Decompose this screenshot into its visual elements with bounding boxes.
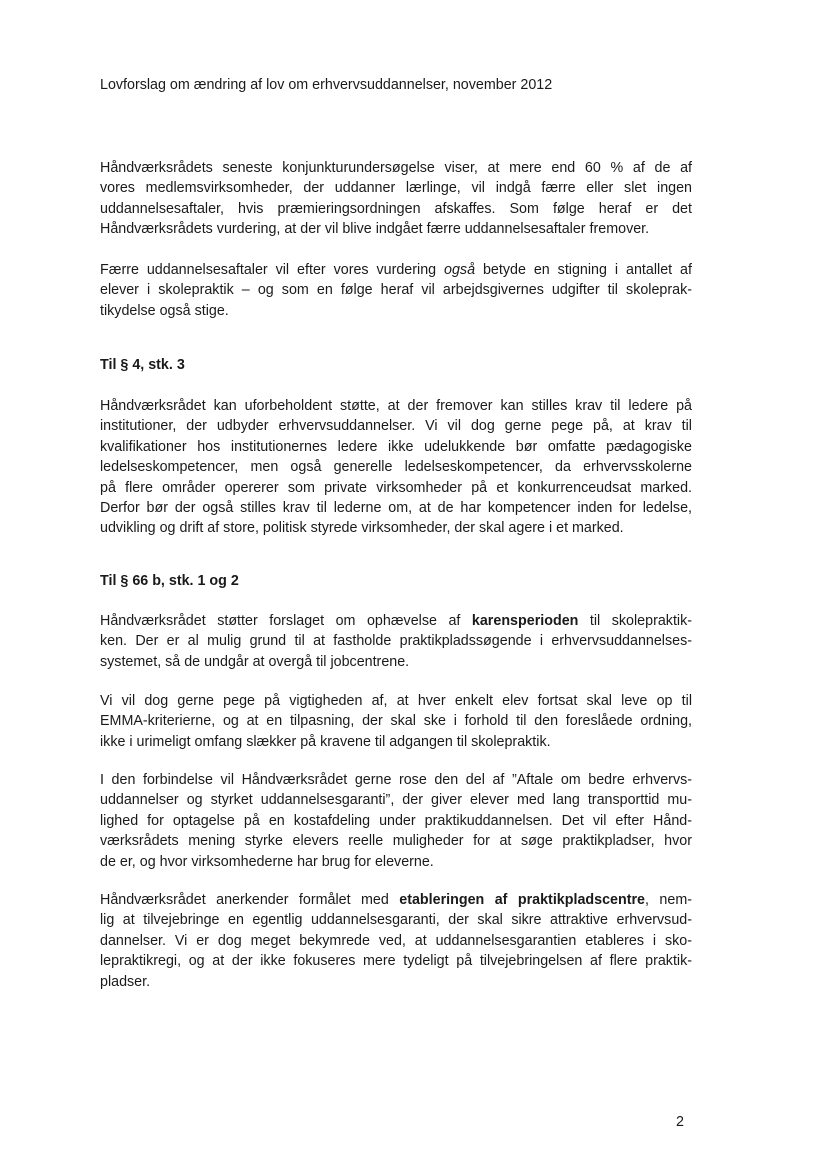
text-line: [100, 498, 692, 518]
text-line: [100, 831, 692, 851]
text-segment: elever i skolepraktik – og som en følge heraf vil arbejdsgivernes udgifter til skoleprak-: [100, 282, 692, 299]
italic-term: også: [444, 262, 476, 278]
text-line: [100, 972, 692, 992]
text-line: [100, 437, 692, 457]
text-segment: EMMA-kriterierne, og at en tilpasning, der skal ske i forhold til den foreslåede ordning,: [100, 713, 692, 730]
text-line: [100, 910, 692, 930]
text-line: [100, 691, 692, 711]
text-segment: Derfor bør der også stilles krav til lederne om, at de har kompetencer inden for ledelse,: [100, 500, 692, 517]
text-segment: uddannelser og styrket uddannelsesgaranti”, der giver elever med lang transporttid mu-: [100, 792, 692, 809]
text-line: [100, 770, 692, 790]
text-segment: uddannelsesaftaler, hvis præmieringsordningen afskaffes. Som følge heraf er det: [100, 200, 692, 217]
text-segment: vores medlemsvirksomheder, der uddanner lærlinge, vil indgå færre eller slet ingen: [100, 180, 692, 197]
text-line: [100, 811, 692, 831]
section-heading-par66b: Til § 66 b, stk. 1 og 2: [100, 573, 239, 589]
bold-term: karensperioden: [471, 613, 579, 629]
page-number: 2: [676, 1114, 684, 1130]
paragraph-survey-results: [100, 158, 692, 240]
text-segment: de er, og hvor virksomhederne har brug for eleverne.: [100, 853, 434, 870]
paragraph-fewer-agreements: [100, 260, 692, 321]
text-segment: Håndværksrådets seneste konjunkturundersøgelse viser, at mere end 60 % af de af: [100, 160, 692, 176]
text-line: [100, 178, 692, 198]
text-line: [100, 852, 692, 872]
paragraph-emma-criteria: [100, 691, 692, 752]
text-line: [100, 260, 692, 280]
text-segment: I den forbindelse vil Håndværksrådet gerne rose den del af ”Aftale om bedre erhvervs-: [100, 772, 692, 788]
text-segment: udvikling og drift af store, politisk styrede virksomheder, der skal agere i et marked.: [100, 520, 624, 537]
text-segment: ledelseskompetencer, men også generelle ledelseskompetencer, da erhvervsskolerne: [100, 459, 692, 476]
text-segment: institutioner, der udbyder erhvervsuddannelser. Vi vil dog gerne pege på, at krav til: [100, 418, 692, 435]
paragraph-transport-agreement: [100, 770, 692, 872]
text-segment: lepraktikregi, og at der ikke fokuseres mere tydeligt på tilvejebringelsen af flere praktik-: [100, 953, 692, 970]
text-segment: , nem-: [645, 892, 692, 908]
text-segment: Færre uddannelsesaftaler vil efter vores vurdering: [100, 262, 445, 278]
paragraph-karensperiode: [100, 611, 692, 672]
text-segment: Håndværksrådet anerkender formålet med: [100, 892, 400, 908]
paragraph-leader-requirements: [100, 396, 692, 539]
text-segment: Håndværksrådet støtter forslaget om ophævelse af: [100, 613, 472, 629]
text-segment: Vi vil dog gerne pege på vigtigheden af, at hver enkelt elev fortsat skal leve op til: [100, 693, 692, 709]
text-segment: systemet, så de undgår at overgå til jobcentrene.: [100, 653, 410, 670]
text-segment: til skolepraktik-: [578, 613, 693, 629]
text-segment: pladser.: [100, 973, 151, 990]
text-segment: tikydelse også stige.: [100, 302, 229, 319]
text-line: [100, 732, 692, 752]
text-line: [100, 611, 692, 631]
text-segment: på flere områder opererer som private virksomheder på et konkurrenceudsat marked.: [100, 479, 692, 496]
text-line: [100, 416, 692, 436]
text-segment: kvalifikationer hos institutionernes ledere ikke udelukkende bør omfatte pædagogiske: [100, 438, 692, 455]
text-line: [100, 518, 692, 538]
text-segment: dannelser. Vi er dog meget bekymrede ved, at uddannelsesgarantien etableres i sko-: [100, 932, 692, 949]
document-header: Lovforslag om ændring af lov om erhvervsuddannelser, november 2012: [100, 77, 553, 93]
text-line: [100, 158, 692, 178]
text-line: [100, 301, 692, 321]
text-segment: værksrådets mening styrke elevers reelle muligheder for at søge praktikpladser, hvor: [100, 833, 692, 850]
section-heading-par4: Til § 4, stk. 3: [100, 357, 185, 373]
text-segment: ken. Der er al mulig grund til at fastholde praktikpladssøgende i erhvervsuddannelses-: [100, 633, 692, 650]
text-line: [100, 219, 692, 239]
text-line: [100, 951, 692, 971]
text-line: [100, 457, 692, 477]
text-line: [100, 478, 692, 498]
text-segment: ikke i urimeligt omfang slækker på kravene til adgangen til skolepraktik.: [100, 733, 551, 750]
paragraph-praktikpladscentre: [100, 890, 692, 992]
text-segment: lig at tilvejebringe en egentlig uddannelsesgaranti, der skal sikre attraktive erhvervsud-: [100, 912, 692, 929]
text-line: [100, 280, 692, 300]
text-segment: betyde en stigning i antallet af: [475, 262, 692, 278]
text-segment: Håndværksrådets vurdering, at der vil blive indgået færre uddannelsesaftaler fremover.: [100, 221, 650, 238]
text-line: [100, 631, 692, 651]
text-line: [100, 711, 692, 731]
text-segment: Håndværksrådet kan uforbeholdent støtte, at der fremover kan stilles krav til ledere på: [100, 398, 692, 414]
text-line: [100, 396, 692, 416]
text-line: [100, 790, 692, 810]
text-line: [100, 652, 692, 672]
text-line: [100, 890, 692, 910]
text-line: [100, 199, 692, 219]
text-line: [100, 931, 692, 951]
bold-term: etableringen af praktikpladscentre: [399, 892, 645, 908]
text-segment: lighed for optagelse på en kostafdeling under praktikuddannelsen. Det vil efter Hånd-: [100, 812, 692, 829]
